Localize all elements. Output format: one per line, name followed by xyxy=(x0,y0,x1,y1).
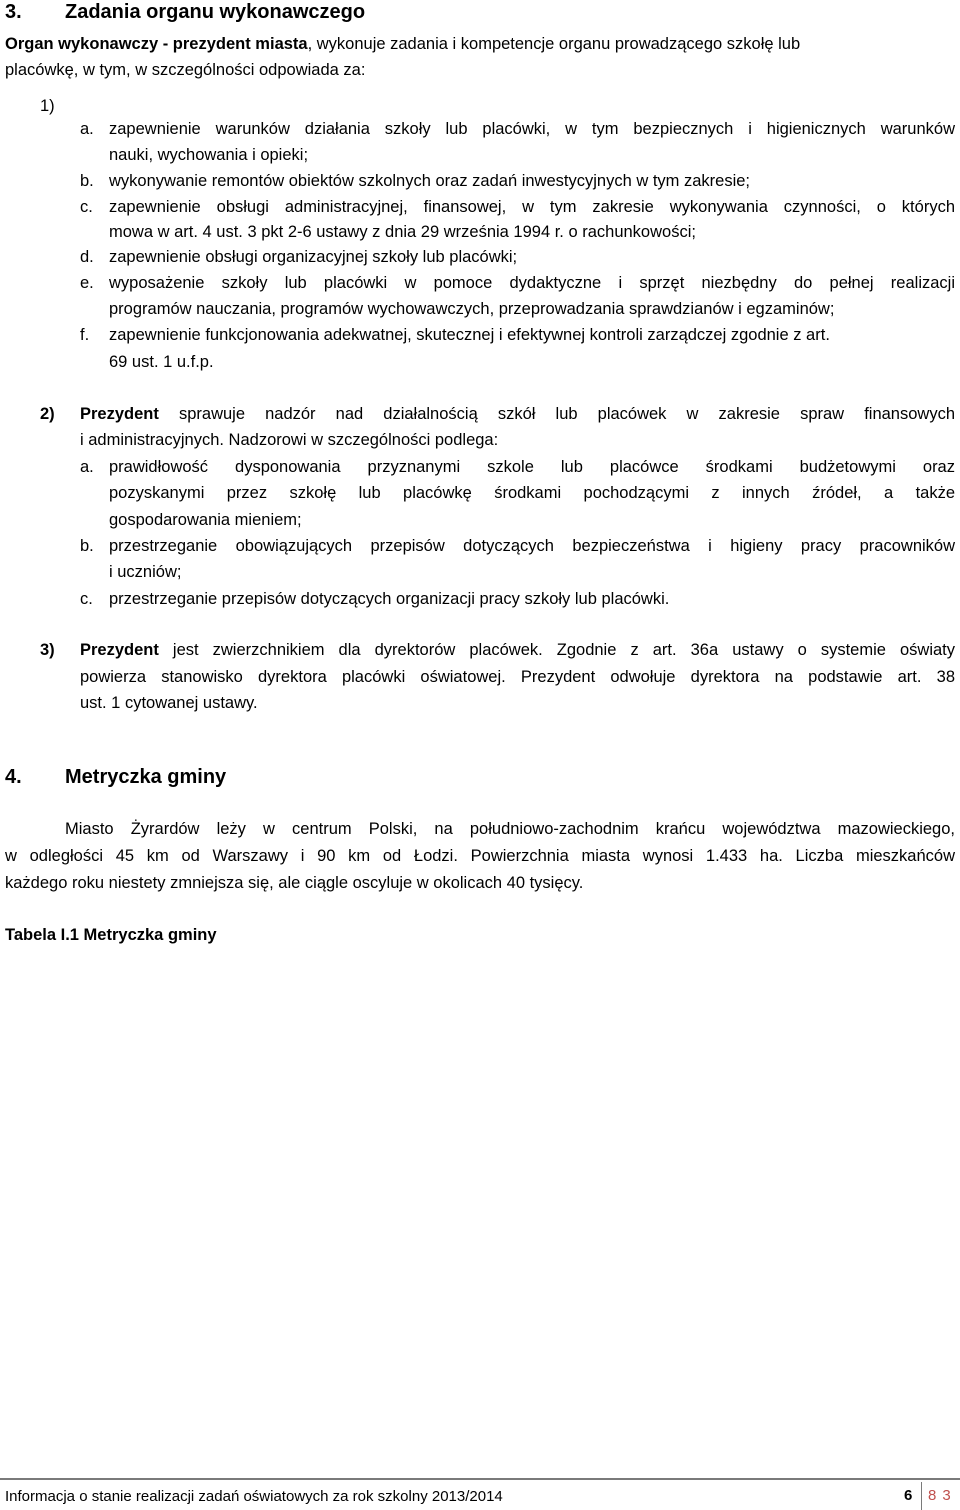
item-1a-line2: nauki, wychowania i opieki; xyxy=(109,146,309,164)
section-4-number: 4. xyxy=(5,766,22,788)
intro-bold: Organ wykonawczy - prezydent miasta xyxy=(5,35,308,53)
item-1e-line1: wyposażenie szkoły lub placówki w pomoce dydaktyczne i sprzęt niezbędny do pełnej realizacji xyxy=(109,274,955,292)
item-1f-marker: f. xyxy=(80,326,90,344)
item-2b-line1: przestrzeganie obowiązujących przepisów dotyczących bezpieczeństwa i higieny pracy pracowników xyxy=(109,537,955,555)
item-2a-marker: a. xyxy=(80,458,94,476)
item-3-line1 xyxy=(80,640,955,660)
section-3-title: Zadania organu wykonawczego xyxy=(65,1,366,23)
table-caption: Tabela I.1 Metryczka gminy xyxy=(5,926,217,944)
section-4-para-line3: każdego roku niestety zmniejsza się, ale ciągle oscyluje w okolicach 40 tysięcy. xyxy=(5,874,584,892)
section-3-intro-line2: placówkę, w tym, w szczególności odpowiada za: xyxy=(5,61,366,79)
item-1c-marker: c. xyxy=(80,198,93,216)
item-2a-line1: prawidłowość dysponowania przyznanymi szkole lub placówce środkami budżetowymi oraz xyxy=(109,458,955,476)
item-2a-line3: gospodarowania mieniem; xyxy=(109,511,302,529)
item-1e-marker: e. xyxy=(80,274,94,292)
section-3-intro-line1 xyxy=(5,34,955,54)
item-3-label: 3) xyxy=(40,641,55,659)
item-2-label: 2) xyxy=(40,405,55,423)
item-1c-line1: zapewnienie obsługi administracyjnej, finansowej, w tym zakresie wykonywania czynności, o których xyxy=(109,198,955,216)
section-4-para-line2: w odległości 45 km od Warszawy i 90 km od Łodzi. Powierzchnia miasta wynosi 1.433 ha. Liczba mieszkańców xyxy=(5,847,955,865)
item-1c-line2: mowa w art. 4 ust. 3 pkt 2-6 ustawy z dnia 29 września 1994 r. o rachunkowości; xyxy=(109,223,696,241)
item-2-line1-rest: sprawuje nadzór nad działalnością szkół lub placówek w zakresie spraw finansowych xyxy=(178,405,955,423)
item-3-line1-rest: jest zwierzchnikiem dla dyrektorów placówek. Zgodnie z art. 36a ustawy o systemie oświaty xyxy=(172,641,955,659)
item-1f-line2: 69 ust. 1 u.f.p. xyxy=(109,353,214,371)
item-2-bold: Prezydent xyxy=(80,405,159,423)
section-3-number: 3. xyxy=(5,1,22,23)
item-1f-line1: zapewnienie funkcjonowania adekwatnej, skutecznej i efektywnej kontroli zarządczej zgodnie z art. xyxy=(109,326,830,344)
item-1e-line2: programów nauczania, programów wychowawczych, przeprowadzania sprawdzianów i egzaminów; xyxy=(109,300,835,318)
item-1-label: 1) xyxy=(40,97,55,115)
item-3-line2: powierza stanowisko dyrektora placówki oświatowej. Prezydent odwołuje dyrektora na podstawie art. 38 xyxy=(80,668,955,686)
item-2-line1 xyxy=(80,404,955,424)
item-1a-marker: a. xyxy=(80,120,94,138)
section-4-para-line1: Miasto Żyrardów leży w centrum Polski, na południowo-zachodnim krańcu województwa mazowieckiego, xyxy=(65,820,955,838)
footer-page-total: 83 xyxy=(928,1487,957,1504)
item-1b-line1: wykonywanie remontów obiektów szkolnych oraz zadań inwestycyjnych w tym zakresie; xyxy=(109,172,751,190)
item-1d-line1: zapewnienie obsługi organizacyjnej szkoły lub placówki; xyxy=(109,248,518,266)
item-2c-marker: c. xyxy=(80,590,93,608)
footer-page-number: 6 xyxy=(904,1487,913,1504)
footer-text: Informacja o stanie realizacji zadań oświatowych za rok szkolny 2013/2014 xyxy=(5,1488,503,1505)
item-1a-line1: zapewnienie warunków działania szkoły lub placówki, w tym bezpiecznych i higienicznych warunków xyxy=(109,120,955,138)
item-3-line3: ust. 1 cytowanej ustawy. xyxy=(80,694,258,712)
item-3-bold: Prezydent xyxy=(80,641,159,659)
item-2b-marker: b. xyxy=(80,537,94,555)
section-4-title: Metryczka gminy xyxy=(65,766,227,788)
item-2b-line2: i uczniów; xyxy=(109,563,182,581)
item-2c-line1: przestrzeganie przepisów dotyczących organizacji pracy szkoły lub placówki. xyxy=(109,590,670,608)
footer-separator xyxy=(921,1482,922,1510)
item-1b-marker: b. xyxy=(80,172,94,190)
intro-rest: , wykonuje zadania i kompetencje organu prowadzącego szkołę lub xyxy=(307,35,801,53)
item-2-line2: i administracyjnych. Nadzorowi w szczególności podlega: xyxy=(80,431,499,449)
item-1d-marker: d. xyxy=(80,248,94,266)
footer-rule xyxy=(0,1478,960,1480)
item-2a-line2: pozyskanymi przez szkołę lub placówkę środkami pochodzącymi z innych źródeł, a także xyxy=(109,484,955,502)
